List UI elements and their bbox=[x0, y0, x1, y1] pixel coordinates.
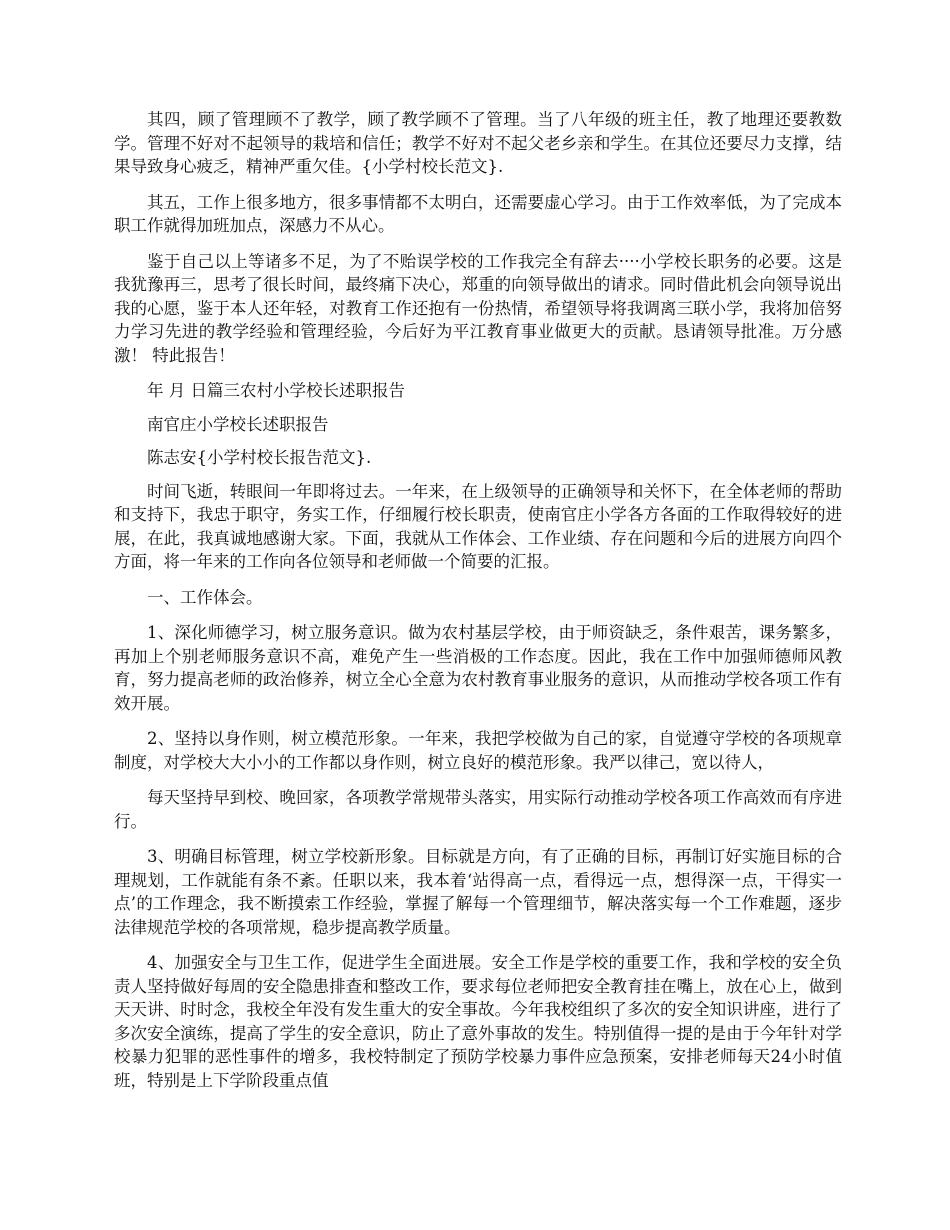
paragraph-item-three: 3、明确目标管理，树立学校新形象。目标就是方向，有了正确的目标，再制订好实施目标的合理规划，工作就能有条不紊。任职以来，我本着‘站得高一点，看得远一点，想得深一点，干得实一点’的工作理念，我不断摸索工作经验，掌握了解每一个管理细节，解决落实每一个工作难题，逐步法律规范学校的各项常规，稳步提高教学质量。 bbox=[114, 847, 842, 937]
paragraph-item-two: 2、坚持以身作则，树立模范形象。一年来，我把学校做为自己的家，自觉遵守学校的各项规章制度，对学校大大小小的工作都以身作则，树立良好的模范形象。我严以律己，宽以待人， bbox=[114, 729, 842, 772]
paragraph-point-five: 其五，工作上很多地方，很多事情都不太明白，还需要虚心学习。由于工作效率低，为了完成本职工作就得加班加点，深感力不从心。 bbox=[114, 192, 842, 235]
paragraph-resignation-request: 鉴于自己以上等诸多不足，为了不贻误学校的工作我完全有辞去····小学校长职务的必要。这是我犹豫再三，思考了很长时间，最终痛下决心，郑重的向领导做出的请求。同时借此机会向领导说出我的心愿，鉴于本人还年轻，对教育工作还抱有一份热情，希望领导将我调离三联小学，我将加倍努力学习先进的教学经验和管理经验，今后好为平江教育事业做更大的贡献。恳请领导批准。万分感激！ 特此报告！ bbox=[114, 251, 842, 365]
paragraph-item-two-continued: 每天坚持早到校、晚回家，各项教学常规带头落实，用实际行动推动学校各项工作高效而有序进行。 bbox=[114, 788, 842, 831]
paragraph-report-title: 南官庄小学校长述职报告 bbox=[147, 414, 329, 434]
paragraph-item-four: 4、加强安全与卫生工作，促进学生全面进展。安全工作是学校的重要工作，我和学校的安全负责人坚持做好每周的安全隐患排查和整改工作，要求每位老师把安全教育挂在嘴上，放在心上，做到天天讲、时时念，我校全年没有发生重大的安全事故。今年我校组织了多次的安全知识讲座，进行了多次安全演练，提高了学生的安全意识，防止了意外事故的发生。特别值得一提的是由于今年针对学校暴力犯罪的恶性事件的增多，我校特制定了预防学校暴力事件应急预案，安排老师每天24小时值班，特别是上下学阶段重点值 bbox=[114, 953, 842, 1090]
paragraph-author: 陈志安{小学村校长报告范文}. bbox=[147, 448, 372, 467]
paragraph-introduction: 时间飞逝，转眼间一年即将过去。一年来，在上级领导的正确领导和关怀下，在全体老师的帮助和支持下，我忠于职守，务实工作，仔细履行校长职责，使南官庄小学各方各面的工作取得较好的进展，在此，我真诚地感谢大家。下面，我就从工作体会、工作业绩、存在问题和今后的进展方向四个方面，将一年来的工作向各位领导和老师做一个简要的汇报。 bbox=[114, 481, 842, 571]
paragraph-item-one: 1、深化师德学习，树立服务意识。做为农村基层学校，由于师资缺乏，条件艰苦，课务繁多，再加上个别老师服务意识不高，难免产生一些消极的工作态度。因此，我在工作中加强师德师风教育，努力提高老师的政治修养，树立全心全意为农村教育事业服务的意识，从而推动学校各项工作有效开展。 bbox=[114, 623, 842, 713]
paragraph-date-heading: 年 月 日篇三农村小学校长述职报告 bbox=[147, 381, 405, 400]
section-heading-work-experience: 一、工作体会。 bbox=[147, 587, 263, 607]
paragraph-point-four: 其四，顾了管理顾不了教学，顾了教学顾不了管理。当了八年级的班主任，教了地理还要教数学。管理不好对不起领导的栽培和信任；教学不好对不起父老乡亲和学生。在其位还要尽力支撑，结果导致身心疲乏，精神严重欠佳。{小学村校长范文}. bbox=[114, 110, 842, 176]
